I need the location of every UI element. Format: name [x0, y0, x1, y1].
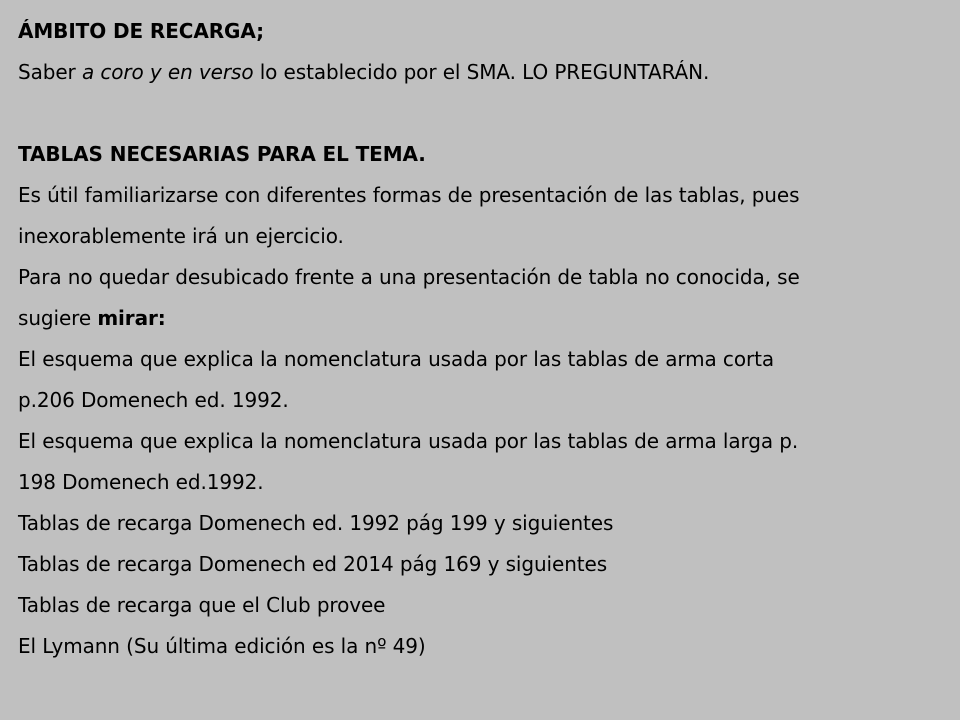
para1-line-2: inexorablemente irá un ejercicio.	[18, 224, 344, 248]
para2-line-2	[18, 298, 942, 339]
spacer	[18, 93, 942, 134]
list-item: El esquema que explica la nomenclatura usada por las tablas de arma larga p.	[18, 429, 799, 453]
heading-tablas-necesarias: TABLAS NECESARIAS PARA EL TEMA.	[18, 142, 426, 166]
sma-line-post: lo establecido por el SMA. LO PREGUNTARÁN.	[253, 60, 710, 84]
para2-mirar: mirar:	[97, 306, 166, 330]
para2-line-1: Para no quedar desubicado frente a una presentación de tabla no conocida, se	[18, 265, 800, 289]
heading-ambito-recarga: ÁMBITO DE RECARGA;	[18, 19, 264, 43]
list-item: Tablas de recarga Domenech ed. 1992 pág 199 y siguientes	[18, 511, 614, 535]
sma-line-italic: a coro y en verso	[81, 60, 254, 84]
list-item: 198 Domenech ed.1992.	[18, 470, 264, 494]
para2-line-2-pre: sugiere	[18, 306, 98, 330]
para1-line-1: Es útil familiarizarse con diferentes formas de presentación de las tablas, pues	[18, 183, 800, 207]
list-item: Tablas de recarga que el Club provee	[18, 593, 386, 617]
list-item: El Lymann (Su última edición es la nº 49)	[18, 634, 426, 658]
list-item: p.206 Domenech ed. 1992.	[18, 388, 289, 412]
list-item: Tablas de recarga Domenech ed 2014 pág 169 y siguientes	[18, 552, 608, 576]
list-item: El esquema que explica la nomenclatura usada por las tablas de arma corta	[18, 347, 774, 371]
sma-line-pre: Saber	[18, 60, 82, 84]
sma-line	[18, 52, 942, 93]
